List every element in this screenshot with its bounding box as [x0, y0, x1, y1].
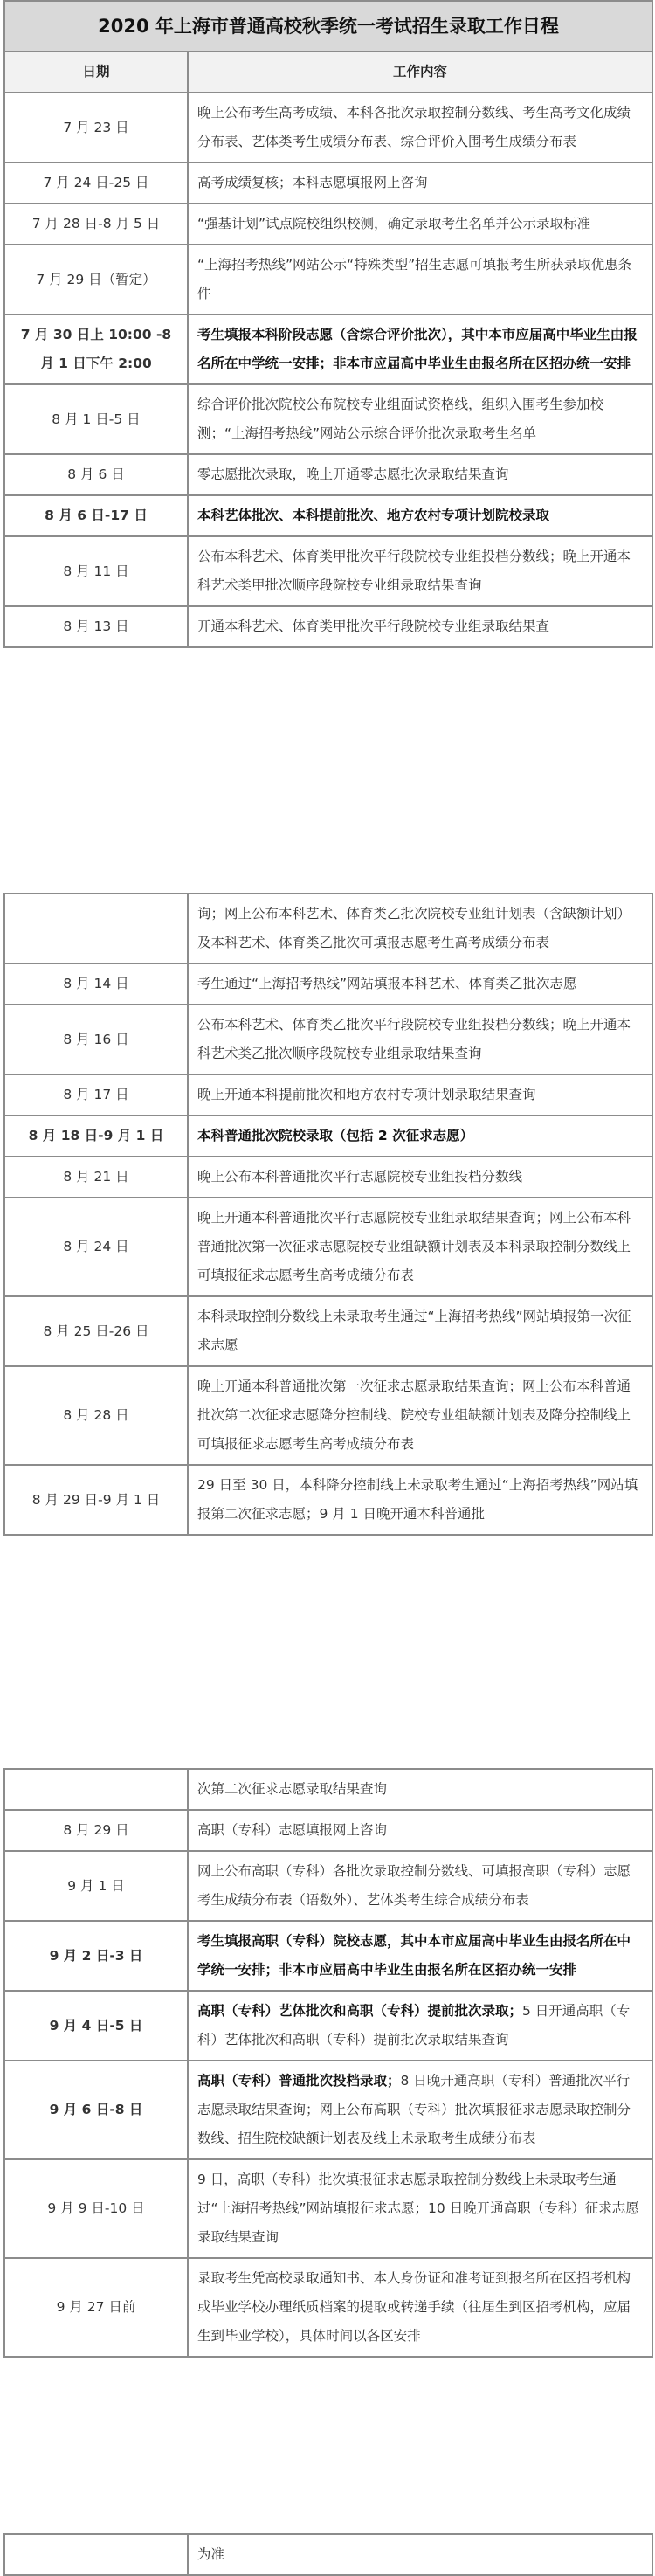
content-cell: [188, 1157, 652, 1198]
date-cell: 8 月 13 日: [4, 606, 188, 647]
date-cell: 7 月 23 日: [4, 93, 188, 162]
table-row: [4, 1198, 652, 1296]
content-text: 考生填报本科阶段志愿（含综合评价批次），其中本市应届高中毕业生由报名所在中学统一安排；非本市应届高中毕业生由报名所在区招办统一安排: [197, 327, 638, 371]
content-text: 公布本科艺术、体育类甲批次平行段院校专业组投档分数线；晚上开通本科艺术类甲批次顺序段院校专业组录取结果查询: [197, 549, 631, 593]
content-text: 本科普通批次院校录取（包括 2 次征求志愿）: [197, 1128, 474, 1143]
table-row: [4, 1074, 652, 1115]
column-header-date: 日期: [4, 52, 188, 93]
date-cell: 8 月 1 日-5 日: [4, 384, 188, 454]
table-row: [4, 495, 652, 536]
table-row: [4, 1465, 652, 1535]
table-row: [4, 894, 652, 963]
date-cell: 8 月 24 日: [4, 1198, 188, 1296]
date-cell: 7 月 24 日-25 日: [4, 162, 188, 204]
table-row: [4, 1769, 652, 1810]
content-cell: [188, 2159, 652, 2258]
table-row: [4, 454, 652, 495]
date-cell: [4, 894, 188, 963]
content-cell: [188, 1005, 652, 1074]
content-cell: [188, 1198, 652, 1296]
schedule-table: [3, 1768, 653, 2358]
table-row: [4, 245, 652, 314]
content-cell: [188, 1810, 652, 1851]
content-text: 晚上公布本科普通批次平行志愿院校专业组投档分数线: [197, 1169, 523, 1184]
content-text: 晚上开通本科普通批次平行志愿院校专业组录取结果查询；网上公布本科普通批次第一次征求志愿院校专业组缺额计划表及本科录取控制分数线上可填报征求志愿考生高考成绩分布表: [197, 1210, 631, 1283]
date-cell: 9 月 9 日-10 日: [4, 2159, 188, 2258]
table-section: [3, 2533, 652, 2576]
content-text: 29 日至 30 日，本科降分控制线上未录取考生通过“上海招考热线”网站填报第二次征求志愿；9 月 1 日晚开通本科普通批: [197, 1477, 638, 1522]
content-cell: [188, 1465, 652, 1535]
table-row: [4, 1921, 652, 1991]
content-text: 综合评价批次院校公布院校专业组面试资格线，组织入围考生参加校测；“上海招考热线”网站公示综合评价批次录取考生名单: [197, 397, 604, 441]
table-row: [4, 204, 652, 245]
date-cell: 9 月 27 日前: [4, 2258, 188, 2357]
content-text: 高职（专科）志愿填报网上咨询: [197, 1822, 388, 1838]
table-section: [3, 0, 652, 648]
table-section: [3, 1768, 652, 2358]
date-cell: [4, 1769, 188, 1810]
table-row: [4, 1851, 652, 1921]
table-row: [4, 2534, 652, 2575]
content-text: 5 日开通高职（专科）艺体批次和高职（专科）提前批次录取结果查询: [197, 2003, 631, 2048]
content-cell: [188, 2061, 652, 2159]
content-text: 高职（专科）艺体批次和高职（专科）提前批次录取；: [197, 2003, 523, 2019]
date-cell: 9 月 6 日-8 日: [4, 2061, 188, 2159]
date-cell: 7 月 30 日上 10:00 -8 月 1 日下午 2:00: [4, 314, 188, 384]
column-header-content: 工作内容: [188, 52, 652, 93]
date-cell: 8 月 21 日: [4, 1157, 188, 1198]
table-row: [4, 93, 652, 162]
date-cell: 8 月 16 日: [4, 1005, 188, 1074]
content-text: 询；网上公布本科艺术、体育类乙批次院校专业组计划表（含缺额计划）及本科艺术、体育类乙批次可填报志愿考生高考成绩分布表: [197, 906, 631, 950]
content-text: 晚上开通本科普通批次第一次征求志愿录取结果查询；网上公布本科普通批次第二次征求志愿降分控制线、院校专业组缺额计划表及降分控制线上可填报征求志愿考生高考成绩分布表: [197, 1378, 631, 1452]
table-section: [3, 893, 652, 1536]
table-row: [4, 606, 652, 647]
date-cell: 9 月 2 日-3 日: [4, 1921, 188, 1991]
date-cell: 8 月 25 日-26 日: [4, 1296, 188, 1366]
content-text: 为准: [197, 2546, 225, 2562]
table-row: [4, 1115, 652, 1157]
content-cell: [188, 1769, 652, 1810]
content-text: “上海招考热线”网站公示“特殊类型”招生志愿可填报考生所获录取优惠条件: [197, 257, 632, 301]
table-row: [4, 384, 652, 454]
schedule-table: [3, 0, 653, 648]
date-cell: 8 月 28 日: [4, 1366, 188, 1465]
date-cell: 7 月 29 日（暂定）: [4, 245, 188, 314]
content-cell: [188, 536, 652, 606]
content-text: 晚上公布考生高考成绩、本科各批次录取控制分数线、考生高考文化成绩分布表、艺体类考生成绩分布表、综合评价入围考生成绩分布表: [197, 105, 631, 149]
date-cell: 8 月 29 日-9 月 1 日: [4, 1465, 188, 1535]
content-text: 本科录取控制分数线上未录取考生通过“上海招考热线”网站填报第一次征求志愿: [197, 1309, 631, 1353]
table-row: [4, 963, 652, 1005]
page-title: 2020 年上海市普通高校秋季统一考试招生录取工作日程: [4, 1, 652, 52]
date-cell: 8 月 29 日: [4, 1810, 188, 1851]
content-text: 考生通过“上海招考热线”网站填报本科艺术、体育类乙批次志愿: [197, 976, 577, 991]
content-cell: [188, 204, 652, 245]
content-cell: [188, 1115, 652, 1157]
content-cell: [188, 495, 652, 536]
content-text: “强基计划”试点院校组织校测，确定录取考生名单并公示录取标准: [197, 216, 591, 231]
content-cell: [188, 1296, 652, 1366]
content-text: 晚上开通本科提前批次和地方农村专项计划录取结果查询: [197, 1087, 536, 1102]
content-text: 次第二次征求志愿录取结果查询: [197, 1781, 388, 1797]
content-cell: [188, 245, 652, 314]
date-cell: 8 月 18 日-9 月 1 日: [4, 1115, 188, 1157]
content-text: 录取考生凭高校录取通知书、本人身份证和准考证到报名所在区招考机构或毕业学校办理纸质档案的提取或转递手续（往届生到区招考机构，应届生到毕业学校），具体时间以各区安排: [197, 2270, 631, 2344]
content-text: 本科艺体批次、本科提前批次、地方农村专项计划院校录取: [197, 508, 550, 523]
date-cell: 8 月 14 日: [4, 963, 188, 1005]
content-cell: [188, 1851, 652, 1921]
date-cell: 9 月 4 日-5 日: [4, 1991, 188, 2061]
content-cell: [188, 1921, 652, 1991]
date-cell: 9 月 1 日: [4, 1851, 188, 1921]
content-text: 开通本科艺术、体育类甲批次平行段院校专业组录取结果查: [197, 618, 550, 634]
content-cell: [188, 1074, 652, 1115]
table-row: [4, 2258, 652, 2357]
content-cell: [188, 963, 652, 1005]
content-text: 网上公布高职（专科）各批次录取控制分数线、可填报高职（专科）志愿考生成绩分布表（语数外）、艺体类考生综合成绩分布表: [197, 1863, 631, 1908]
date-cell: 8 月 6 日: [4, 454, 188, 495]
content-cell: [188, 162, 652, 204]
content-cell: [188, 384, 652, 454]
table-row: [4, 1005, 652, 1074]
content-cell: [188, 454, 652, 495]
schedule-table: [3, 893, 653, 1536]
content-cell: [188, 1991, 652, 2061]
table-row: [4, 162, 652, 204]
content-text: 考生填报高职（专科）院校志愿，其中本市应届高中毕业生由报名所在中学统一安排；非本市应届高中毕业生由报名所在区招办统一安排: [197, 1933, 631, 1978]
content-text: 高考成绩复核；本科志愿填报网上咨询: [197, 175, 428, 190]
table-row: [4, 1991, 652, 2061]
table-row: [4, 536, 652, 606]
table-row: [4, 1157, 652, 1198]
content-text: 高职（专科）普通批次投档录取；: [197, 2073, 401, 2089]
date-cell: 8 月 11 日: [4, 536, 188, 606]
table-row: [4, 1296, 652, 1366]
table-row: [4, 1366, 652, 1465]
date-cell: 7 月 28 日-8 月 5 日: [4, 204, 188, 245]
date-cell: [4, 2534, 188, 2575]
content-cell: [188, 314, 652, 384]
content-text: 公布本科艺术、体育类乙批次平行段院校专业组投档分数线；晚上开通本科艺术类乙批次顺序段院校专业组录取结果查询: [197, 1017, 631, 1061]
table-row: [4, 2061, 652, 2159]
table-row: [4, 1810, 652, 1851]
content-cell: [188, 606, 652, 647]
content-cell: [188, 2534, 652, 2575]
content-text: 9 日，高职（专科）批次填报征求志愿录取控制分数线上未录取考生通过“上海招考热线”网站填报征求志愿；10 日晚开通高职（专科）征求志愿录取结果查询: [197, 2172, 639, 2245]
content-cell: [188, 93, 652, 162]
table-row: [4, 2159, 652, 2258]
content-cell: [188, 1366, 652, 1465]
date-cell: 8 月 6 日-17 日: [4, 495, 188, 536]
date-cell: 8 月 17 日: [4, 1074, 188, 1115]
table-row: [4, 314, 652, 384]
schedule-table: [3, 2533, 653, 2576]
content-text: 零志愿批次录取，晚上开通零志愿批次录取结果查询: [197, 466, 509, 482]
content-text: 8 日晚开通高职（专科）普通批次平行志愿录取结果查询；网上公布高职（专科）批次填报征求志愿录取控制分数线、招生院校缺额计划表及线上未录取考生成绩分布表: [197, 2073, 631, 2146]
content-cell: [188, 2258, 652, 2357]
content-cell: [188, 894, 652, 963]
